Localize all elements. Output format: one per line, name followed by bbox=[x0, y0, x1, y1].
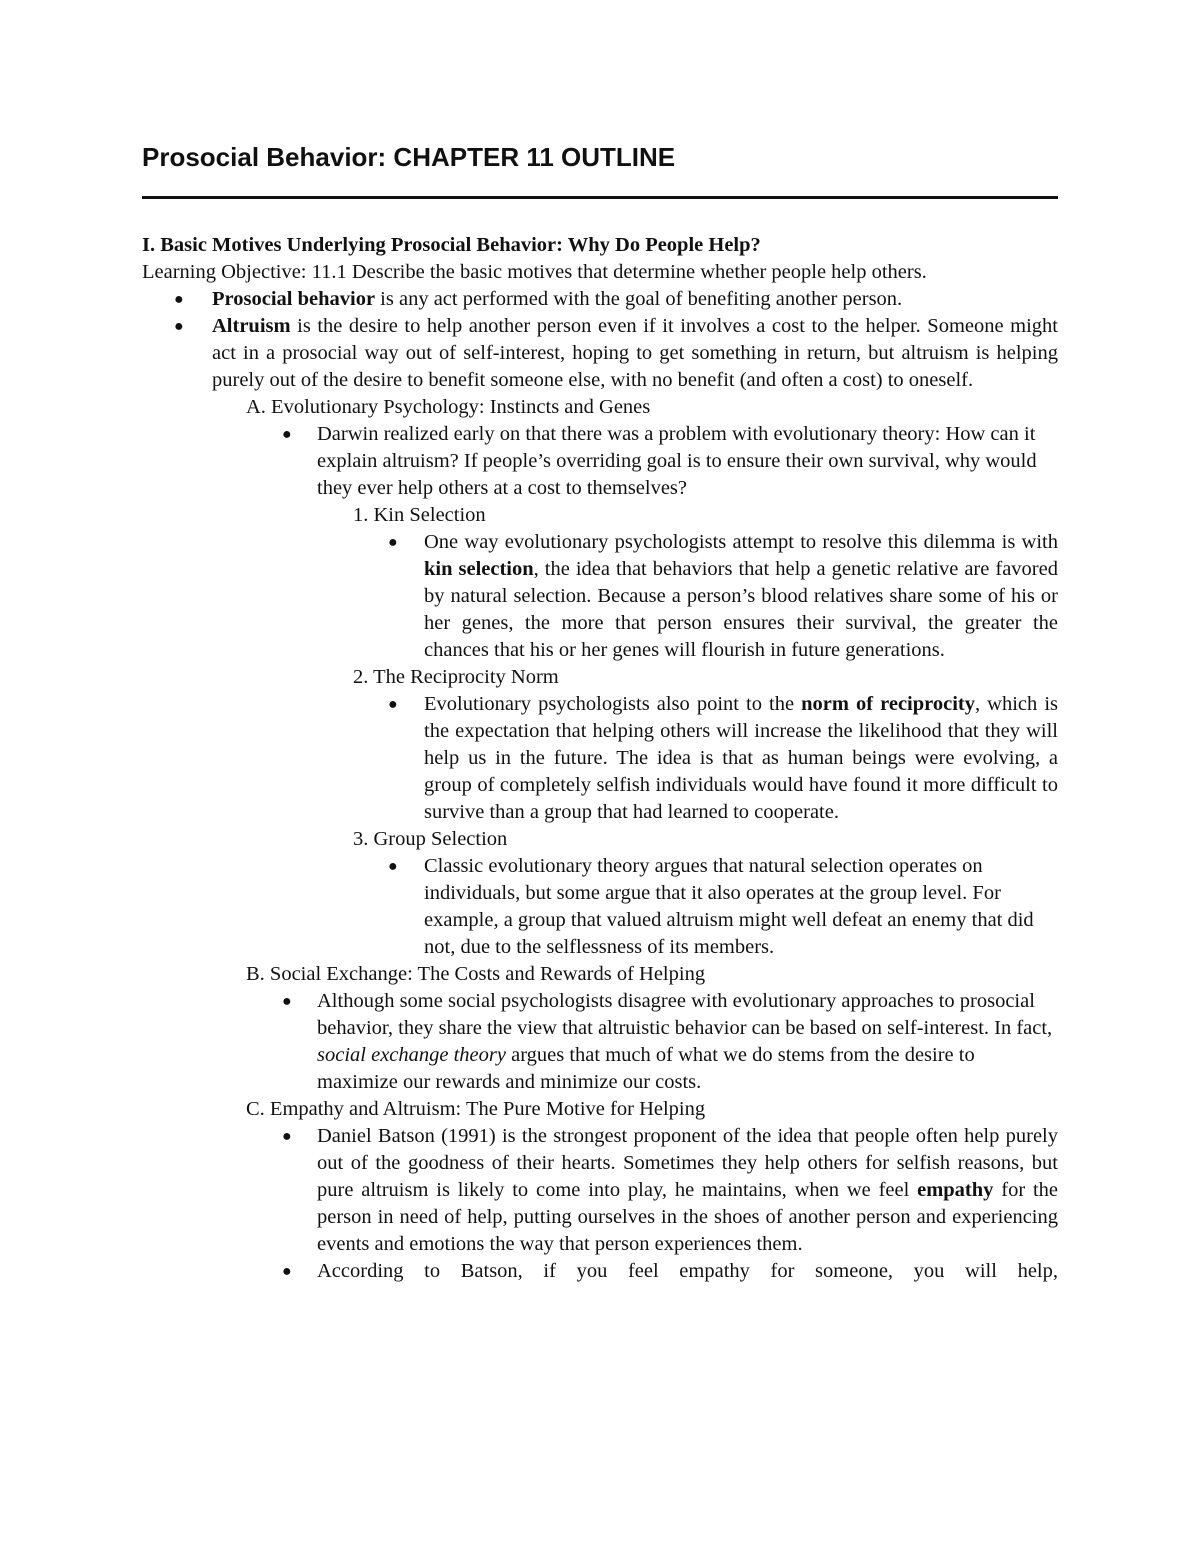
outline-body bbox=[142, 232, 1058, 1285]
social-exchange-text-after: argues that much of what we do stems from the desire to maximize our rewards and minimize our costs. bbox=[317, 1044, 975, 1093]
bullet-darwin bbox=[142, 421, 1058, 502]
subheading-empathy-altruism: C. Empathy and Altruism: The Pure Motive for Helping bbox=[246, 1098, 706, 1120]
term-prosocial-behavior: Prosocial behavior bbox=[212, 288, 376, 310]
according-to-batson-text: According to Batson, if you feel empathy for someone, you will help, bbox=[317, 1260, 1058, 1282]
term-social-exchange-theory: social exchange theory bbox=[317, 1044, 506, 1066]
kin-text-before: One way evolutionary psychologists attempt to resolve this dilemma is with bbox=[424, 531, 1058, 553]
definition-prosocial-behavior: is any act performed with the goal of benefiting another person. bbox=[375, 288, 903, 310]
bullet-group-selection bbox=[142, 853, 1058, 961]
learning-objective: Learning Objective: 11.1 Describe the basic motives that determine whether people help others. bbox=[142, 261, 927, 283]
reciprocity-text-after: , which is the expectation that helping others will increase the likelihood that they will help us in the future. The idea is that as human beings were evolving, a group of completely selfish individuals would have found it more difficult to survive than a group that had learned to cooperate. bbox=[424, 693, 1058, 823]
term-empathy: empathy bbox=[917, 1179, 994, 1201]
bullet-dot-icon: ● bbox=[388, 534, 398, 551]
reciprocity-text-before: Evolutionary psychologists also point to the bbox=[424, 693, 802, 715]
bullet-prosocial-behavior bbox=[142, 286, 1058, 313]
bullet-dot-icon: ● bbox=[282, 426, 292, 443]
bullet-dot-icon: ● bbox=[174, 318, 184, 335]
bullet-dot-icon: ● bbox=[282, 1128, 292, 1145]
subheading-reciprocity-norm: 2. The Reciprocity Norm bbox=[353, 666, 559, 688]
page-title: Prosocial Behavior: CHAPTER 11 OUTLINE bbox=[142, 142, 676, 172]
bullet-dot-icon: ● bbox=[388, 696, 398, 713]
title-divider bbox=[142, 196, 1058, 199]
bullet-kin-selection bbox=[142, 529, 1058, 664]
bullet-reciprocity bbox=[142, 691, 1058, 826]
subheading-evolutionary-psychology: A. Evolutionary Psychology: Instincts and Genes bbox=[246, 396, 651, 418]
subheading-social-exchange: B. Social Exchange: The Costs and Rewards of Helping bbox=[246, 963, 706, 985]
bullet-according-to-batson bbox=[142, 1258, 1058, 1285]
social-exchange-text-before: Although some social psychologists disagree with evolutionary approaches to prosocial behavior, they share the view that altruistic behavior can be based on self-interest. In fact, bbox=[317, 990, 1053, 1039]
group-selection-text: Classic evolutionary theory argues that natural selection operates on individuals, but some argue that it also operates at the group level. For example, a group that valued altruism might well defeat an enemy that did not, due to the selflessness of its members. bbox=[424, 855, 1034, 958]
bullet-dot-icon: ● bbox=[282, 993, 292, 1010]
term-norm-of-reciprocity: norm of reciprocity bbox=[801, 693, 975, 715]
subheading-group-selection: 3. Group Selection bbox=[353, 828, 508, 850]
subheading-kin-selection: 1. Kin Selection bbox=[353, 504, 486, 526]
batson-text-before: Daniel Batson (1991) is the strongest proponent of the idea that people often help purely out of the goodness of their hearts. Sometimes they help others for selfish reasons, but pure altruism is likely to come into play, he maintains, when we feel bbox=[317, 1125, 1058, 1201]
term-kin-selection: kin selection bbox=[424, 558, 534, 580]
bullet-dot-icon: ● bbox=[388, 858, 398, 875]
bullet-altruism bbox=[142, 313, 1058, 394]
definition-altruism: is the desire to help another person even if it involves a cost to the helper. Someone might act in a prosocial way out of self-interest, hoping to get something in return, but altruism is helping purely out of the desire to benefit someone else, with no benefit (and often a cost) to oneself. bbox=[212, 315, 1058, 391]
bullet-batson bbox=[142, 1123, 1058, 1258]
bullet-dot-icon: ● bbox=[282, 1263, 292, 1280]
bullet-dot-icon: ● bbox=[174, 291, 184, 308]
darwin-text: Darwin realized early on that there was a problem with evolutionary theory: How can it explain altruism? If people’s overriding goal is to ensure their own survival, why would they ever help others at a cost to themselves? bbox=[317, 423, 1037, 499]
term-altruism: Altruism bbox=[212, 315, 291, 337]
section-heading: I. Basic Motives Underlying Prosocial Behavior: Why Do People Help? bbox=[142, 234, 761, 256]
kin-text-after: , the idea that behaviors that help a genetic relative are favored by natural selection. Because a person’s blood relatives share some of his or her genes, the more that person ensures their survival, the greater the chances that his or her genes will flourish in future generations. bbox=[424, 558, 1058, 661]
bullet-social-exchange bbox=[142, 988, 1058, 1096]
batson-text-after: for the person in need of help, putting ourselves in the shoes of another person and experiencing events and emotions the way that person experiences them. bbox=[317, 1179, 1059, 1255]
